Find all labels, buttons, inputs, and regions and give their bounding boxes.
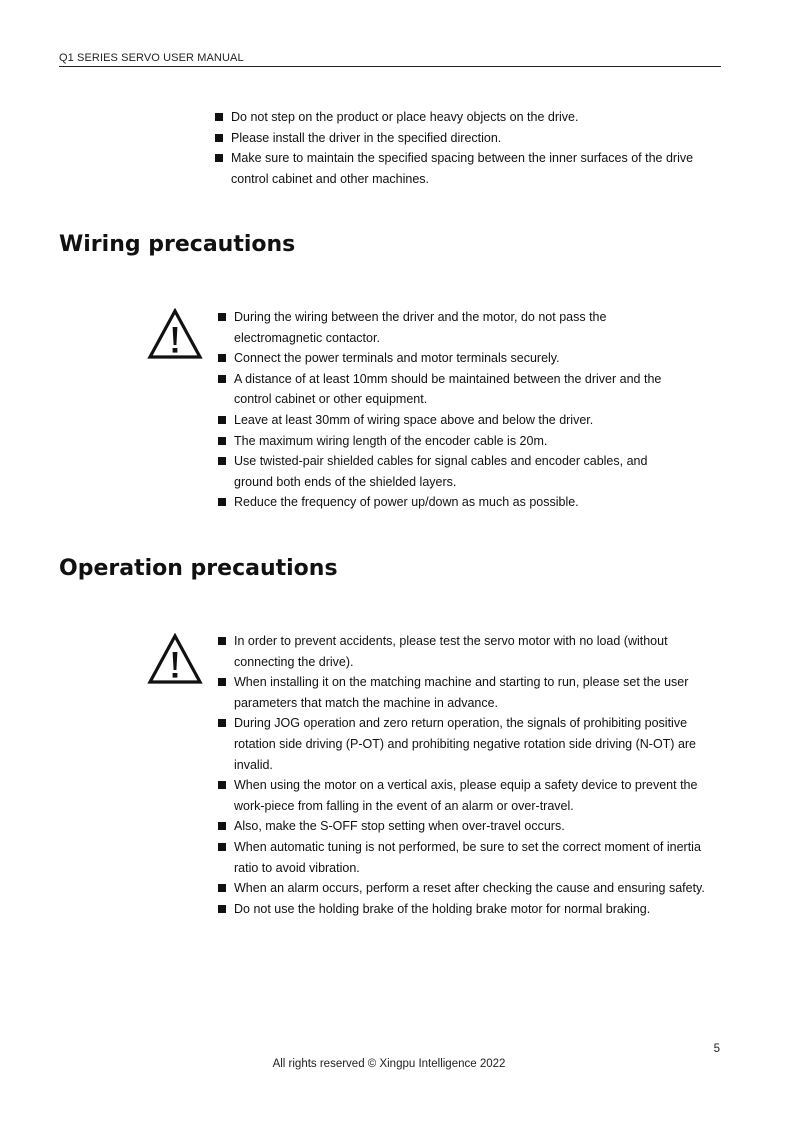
wiring-bullet-list [218,307,688,513]
list-item-text: Make sure to maintain the specified spacing between the inner surfaces of the drive control cabinet and other machines. [231,151,694,186]
list-item-text: In order to prevent accidents, please test the servo motor with no load (without connecting the drive). [234,634,668,669]
bullet-icon [218,416,226,424]
header-title: Q1 SERIES SERVO USER MANUAL [59,52,244,64]
wiring-heading: Wiring precautions [59,232,296,257]
list-item [218,899,708,920]
list-item-text: Leave at least 30mm of wiring space above and below the driver. [234,412,594,427]
list-item-text: Do not step on the product or place heavy objects on the drive. [231,110,579,124]
bullet-icon [218,375,226,383]
list-item-text: When automatic tuning is not performed, be sure to set the correct moment of inertia ratio to avoid vibration. [234,839,701,875]
list-item-text: Use twisted-pair shielded cables for signal cables and encoder cables, and ground both ends of the shielded layers. [234,454,648,489]
bullet-icon [218,781,226,789]
bullet-icon [218,905,226,913]
operation-heading: Operation precautions [59,556,338,581]
list-item-text: Also, make the S-OFF stop setting when over-travel occurs. [234,819,565,834]
bullet-icon [218,822,226,830]
list-item [218,837,708,878]
list-item [218,410,688,431]
bullet-icon [218,884,226,892]
bullet-icon [215,134,223,142]
bullet-icon [218,678,226,686]
list-item [218,431,688,452]
bullet-icon [218,354,226,362]
list-item-text: During the wiring between the driver and the motor, do not pass the electromagnetic contactor. [234,310,607,345]
list-item [218,775,708,816]
list-item [218,631,708,672]
list-item [218,348,688,369]
list-item-text: Connect the power terminals and motor terminals securely. [234,351,560,366]
bullet-icon [215,154,223,162]
list-item-text: When an alarm occurs, perform a reset after checking the cause and ensuring safety. [234,881,705,896]
list-item-text: A distance of at least 10mm should be maintained between the driver and the control cabinet or other equipment. [234,371,662,407]
page-number: 5 [713,1043,720,1055]
bullet-icon [218,437,226,445]
list-item-text: Reduce the frequency of power up/down as much as possible. [234,495,579,510]
list-item [215,107,695,128]
bullet-icon [218,719,226,727]
list-item-text: When installing it on the matching machine and starting to run, please set the user parameters that match the machine in advance. [234,675,689,710]
list-item-text: The maximum wiring length of the encoder cable is 20m. [234,433,548,448]
bullet-icon [215,113,223,121]
list-item [218,369,688,410]
list-item [218,451,688,492]
list-item [218,713,708,775]
bullet-icon [218,637,226,645]
bullet-icon [218,843,226,851]
warning-triangle-icon [147,308,203,360]
list-item [218,492,688,513]
list-item [215,128,695,149]
list-item [218,878,708,899]
bullet-icon [218,498,226,506]
list-item-text: During JOG operation and zero return operation, the signals of prohibiting positive rotation side driving (P-OT) and prohibiting negative rotation side driving (N-OT) are invalid. [234,716,697,772]
bullet-icon [218,457,226,465]
warning-triangle-icon [147,633,203,685]
list-item-text: Please install the driver in the specified direction. [231,130,502,145]
operation-bullet-list [218,631,708,919]
bullet-icon [218,313,226,321]
intro-bullet-list [215,107,695,189]
page-header [59,48,721,67]
footer-copyright: All rights reserved © Xingpu Intelligence 2022 [272,1058,506,1070]
list-item [218,816,708,837]
list-item-text: When using the motor on a vertical axis, please equip a safety device to prevent the work-piece from falling in the event of an alarm or over-travel. [234,778,698,813]
list-item [215,148,695,189]
list-item [218,672,708,713]
list-item [218,307,688,348]
list-item-text: Do not use the holding brake of the holding brake motor for normal braking. [234,901,651,916]
